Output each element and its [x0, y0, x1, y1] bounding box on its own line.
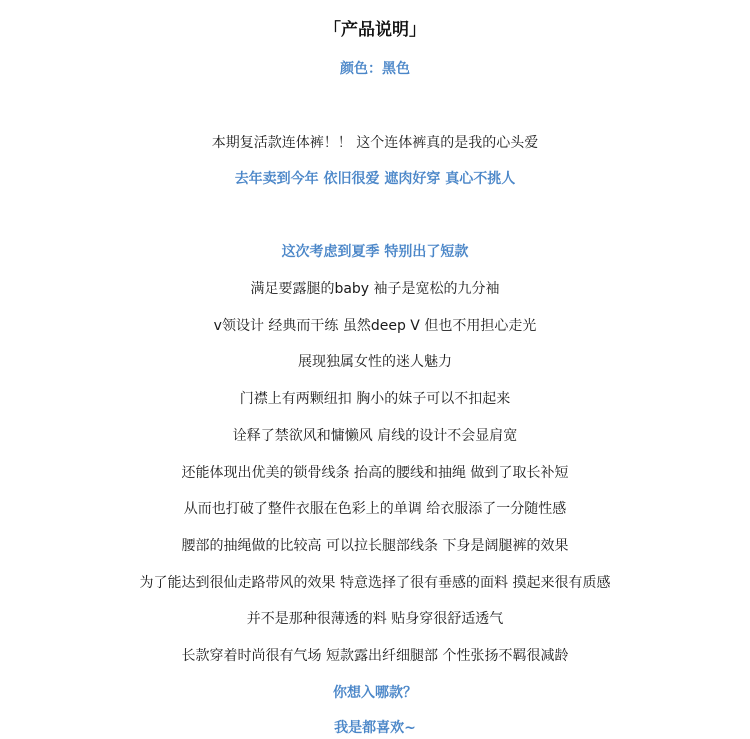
text-line-10: 从而也打破了整件衣服在色彩上的单调 给衣服添了一分随性感: [183, 501, 567, 517]
text-line-14: 长款穿着时尚很有气场 短款露出纤细腿部 个性张扬不羁很减龄: [181, 648, 569, 664]
text-line-15: 你想入哪款？: [333, 685, 417, 701]
text-line-5: v领设计 经典而干练 虽然deep V 但也不用担心走光: [213, 318, 537, 334]
text-line-7: 门襟上有两颗纽扣 胸小的妹子可以不扣起来: [239, 391, 511, 407]
text-line-4: 满足要露腿的baby 袖子是宽松的九分袖: [250, 281, 500, 297]
text-line-16: 我是都喜欢~: [334, 720, 416, 736]
color-info: 颜色：黑色: [340, 61, 410, 77]
text-line-2: 去年卖到今年 依旧很爱 遮肉好穿 真心不挑人: [234, 171, 516, 187]
text-line-13: 并不是那种很薄透的料 贴身穿很舒适透气: [246, 611, 504, 627]
text-line-12: 为了能达到很仙走路带风的效果 特意选择了很有垂感的面料 摸起来很有质感: [139, 575, 611, 591]
text-line-6: 展现独属女性的迷人魅力: [298, 354, 452, 370]
text-line-1: 本期复活款连体裤！！ 这个连体裤真的是我的心头爱: [211, 135, 539, 151]
text-line-3: 这次考虑到夏季 特别出了短款: [281, 244, 469, 260]
text-line-9: 还能体现出优美的锁骨线条 抬高的腰线和抽绳 做到了取长补短: [181, 465, 569, 481]
text-line-8: 诠释了禁欲风和慵懒风 肩线的设计不会显肩宽: [232, 428, 518, 444]
page-title: 「产品说明」: [324, 20, 426, 40]
text-line-11: 腰部的抽绳做的比较高 可以拉长腿部线条 下身是阔腿裤的效果: [181, 538, 569, 554]
